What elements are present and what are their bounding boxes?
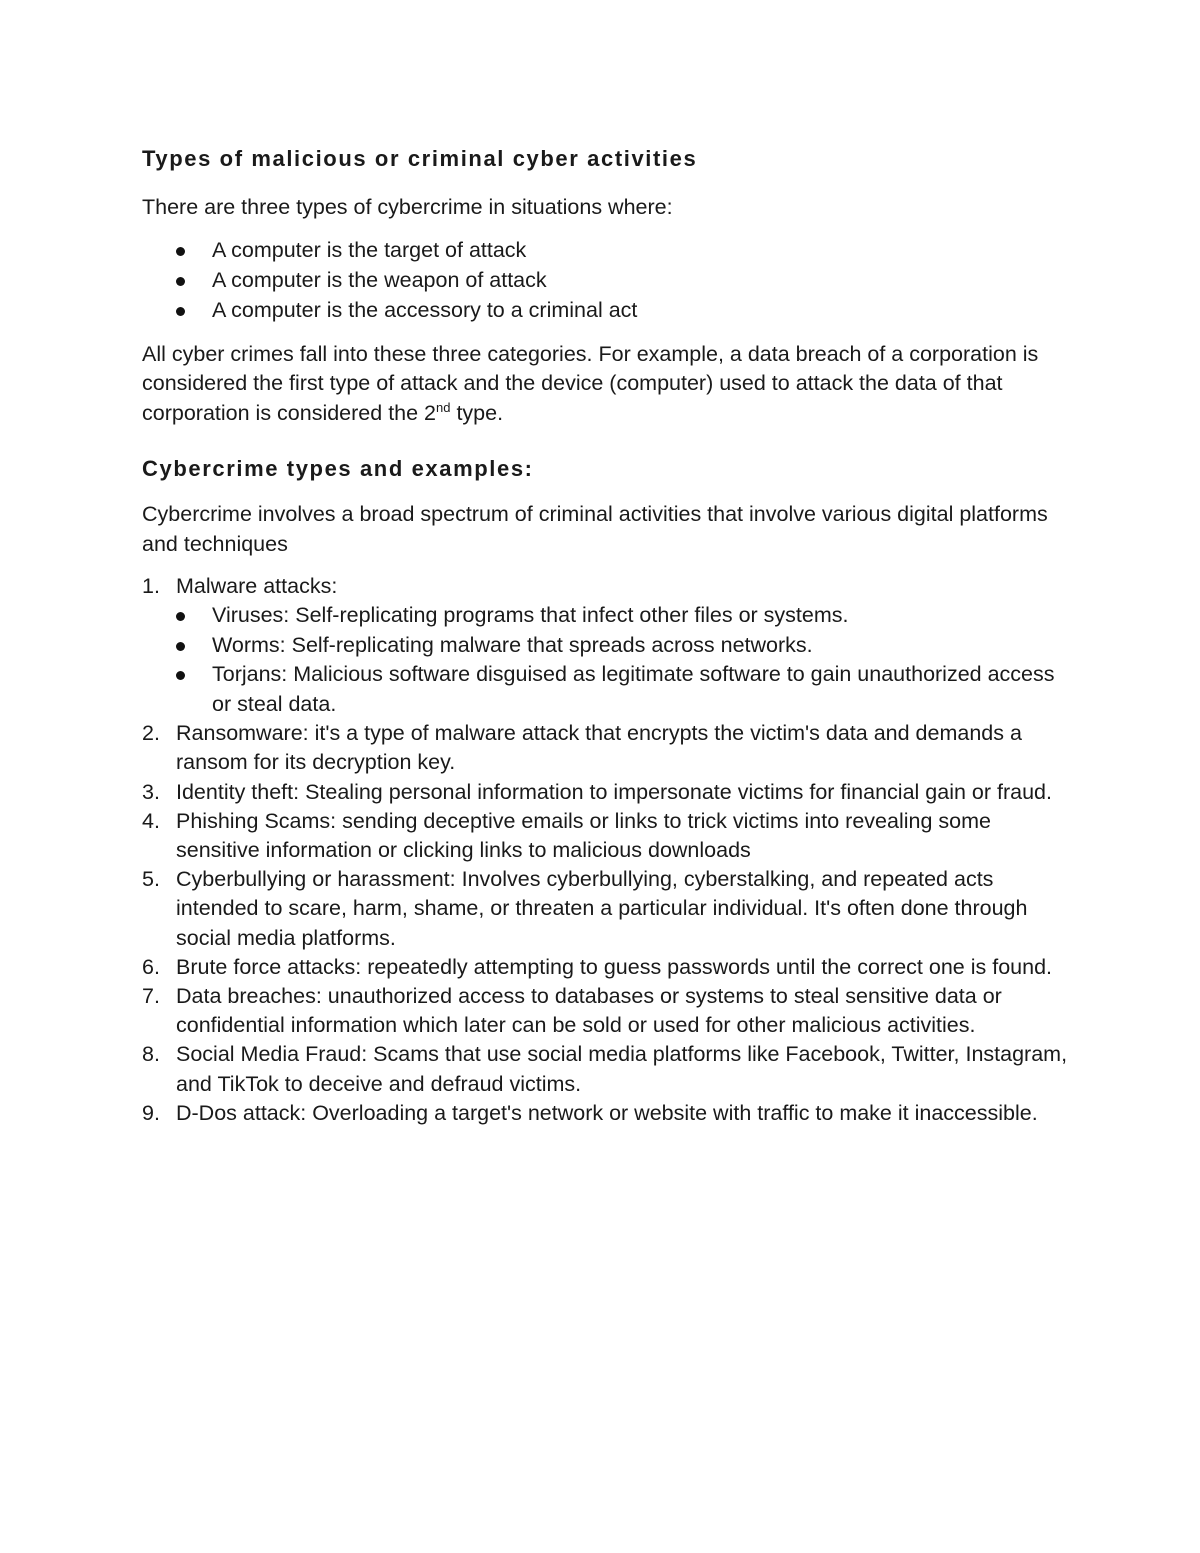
- list-item: Viruses: Self-replicating programs that infect other files or systems.: [176, 601, 1072, 631]
- categories-paragraph: All cyber crimes fall into these three categories. For example, a data breach of a corporation is considered the first type of attack and the device (computer) used to attack the data of that corporation is considered the 2nd type.: [142, 341, 1039, 425]
- superscript: nd: [436, 399, 451, 415]
- section-heading-types: Types of malicious or criminal cyber activities: [142, 146, 698, 171]
- intro-paragraph: There are three types of cybercrime in situations where:: [142, 195, 673, 219]
- list-item-social-media-fraud: 8. Social Media Fraud: Scams that use social media platforms like Facebook, Twitter, Instagram, and TikTok to deceive and defraud victims.: [142, 1042, 1068, 1096]
- list-item: A computer is the accessory to a criminal act: [142, 295, 1072, 325]
- list-item-ransomware: 2. Ransomware: it's a type of malware attack that encrypts the victim's data and demands a ransom for its decryption key.: [142, 721, 1022, 775]
- list-item-data-breaches: 7. Data breaches: unauthorized access to databases or systems to steal sensitive data or confidential information which later can be sold or used for other malicious activities.: [142, 984, 1002, 1038]
- list-item-ddos: 9. D-Dos attack: Overloading a target's network or website with traffic to make it inaccessible.: [142, 1100, 1038, 1125]
- malware-sub-list: [176, 601, 1072, 719]
- list-item-malware: 1. Malware attacks: Viruses: Self-replicating programs that infect other files or systems. Worms: Self-replicating malware that spreads across networks. Torjans: Malicious software disguised as legitimate software to gain unauthorized access or steal data.: [142, 572, 1072, 719]
- list-item: A computer is the target of attack: [142, 235, 1072, 265]
- list-item-phishing: 4. Phishing Scams: sending deceptive emails or links to trick victims into revealing some sensitive information or clicking links to malicious downloads: [142, 808, 991, 863]
- bullet-icon: [176, 247, 185, 256]
- bullet-icon: [176, 671, 185, 680]
- cybercrime-intro-paragraph: Cybercrime involves a broad spectrum of criminal activities that involve various digital platforms and techniques: [142, 502, 1048, 556]
- document-page: [142, 140, 1072, 1128]
- bullet-icon: [176, 277, 185, 286]
- list-item: Torjans: Malicious software disguised as legitimate software to gain unauthorized access or steal data.: [176, 660, 1072, 719]
- list-item: Worms: Self-replicating malware that spreads across networks.: [176, 631, 1072, 661]
- list-item-brute-force: 6. Brute force attacks: repeatedly attempting to guess passwords until the correct one is found.: [142, 954, 1052, 979]
- cybercrime-numbered-list: [142, 572, 1072, 1128]
- list-item-cyberbullying: 5. Cyberbullying or harassment: Involves cyberbullying, cyberstalking, and repeated acts intended to scare, harm, shame, or threaten a particular individual. It's often done through social media platforms.: [142, 867, 1028, 950]
- bullet-icon: [176, 642, 185, 651]
- list-item: A computer is the weapon of attack: [142, 265, 1072, 295]
- section-heading-examples: Cybercrime types and examples:: [142, 456, 534, 481]
- list-item-identity-theft: 3. Identity theft: Stealing personal information to impersonate victims for financial gain or fraud.: [142, 779, 1052, 804]
- target-bullet-list: [142, 235, 1072, 325]
- bullet-icon: [176, 307, 185, 316]
- bullet-icon: [176, 612, 185, 621]
